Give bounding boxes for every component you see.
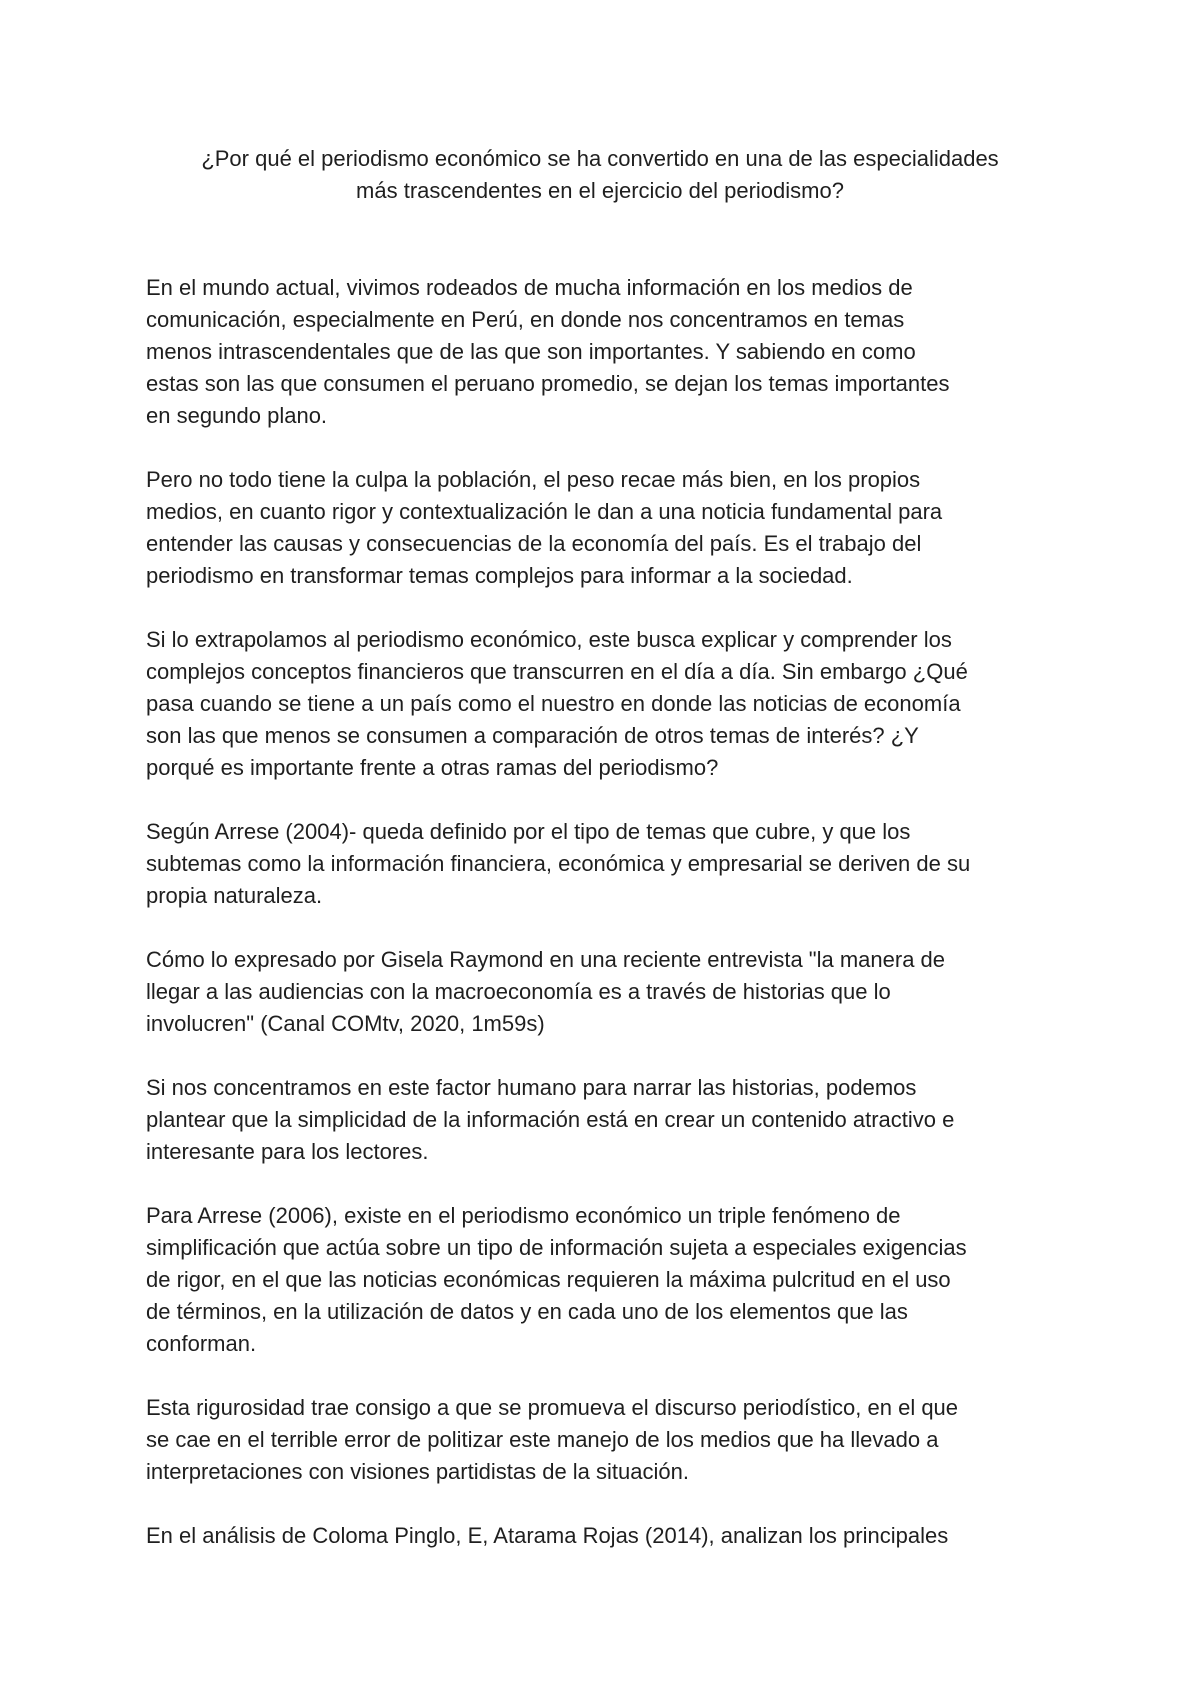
document-title [130,143,1070,207]
text-line: son las que menos se consumen a comparación de otros temas de interés? ¿Y [146,723,919,748]
text-line: pasa cuando se tiene a un país como el nuestro en donde las noticias de economía [146,691,961,716]
text-line: periodismo en transformar temas complejos para informar a la sociedad. [146,563,853,588]
text-line: Para Arrese (2006), existe en el periodismo económico un triple fenómeno de [146,1203,901,1228]
text-line: propia naturaleza. [146,883,323,908]
paragraph-4 [146,816,1076,912]
text-line: involucren" (Canal COMtv, 2020, 1m59s) [146,1011,545,1036]
paragraph-5 [146,944,1076,1040]
text-line: se cae en el terrible error de politizar este manejo de los medios que ha llevado a [146,1427,939,1452]
text-line: en segundo plano. [146,403,328,428]
text-line: Pero no todo tiene la culpa la población, el peso recae más bien, en los propios [146,467,921,492]
text-line: En el análisis de Coloma Pinglo, E, Atarama Rojas (2014), analizan los principales [146,1523,949,1548]
paragraph-8 [146,1392,1076,1488]
text-line: porqué es importante frente a otras ramas del periodismo? [146,755,719,780]
text-line: comunicación, especialmente en Perú, en donde nos concentramos en temas [146,307,905,332]
paragraph-3 [146,624,1076,784]
text-line: complejos conceptos financieros que transcurren en el día a día. Sin embargo ¿Qué [146,659,968,684]
document-body [146,272,1076,1584]
text-line: Según Arrese (2004)- queda definido por el tipo de temas que cubre, y que los [146,819,911,844]
text-line: plantear que la simplicidad de la información está en crear un contenido atractivo e [146,1107,955,1132]
text-line: simplificación que actúa sobre un tipo de información sujeta a especiales exigencias [146,1235,967,1260]
text-line: conforman. [146,1331,257,1356]
text-line: entender las causas y consecuencias de la economía del país. Es el trabajo del [146,531,922,556]
paragraph-2 [146,464,1076,592]
text-line: medios, en cuanto rigor y contextualización le dan a una noticia fundamental para [146,499,943,524]
paragraph-7 [146,1200,1076,1360]
paragraph-1 [146,272,1076,432]
text-line: Si nos concentramos en este factor humano para narrar las historias, podemos [146,1075,917,1100]
text-line: En el mundo actual, vivimos rodeados de mucha información en los medios de [146,275,913,300]
text-line: llegar a las audiencias con la macroeconomía es a través de historias que lo [146,979,891,1004]
text-line: estas son las que consumen el peruano promedio, se dejan los temas importantes [146,371,950,396]
text-line: interpretaciones con visiones partidistas de la situación. [146,1459,689,1484]
paragraph-9 [146,1520,1076,1552]
text-line: Si lo extrapolamos al periodismo económico, este busca explicar y comprender los [146,627,952,652]
text-line: interesante para los lectores. [146,1139,429,1164]
title-line: ¿Por qué el periodismo económico se ha convertido en una de las especialidades [201,146,999,171]
text-line: de términos, en la utilización de datos y en cada uno de los elementos que las [146,1299,908,1324]
title-line: más trascendentes en el ejercicio del periodismo? [356,178,844,203]
text-line: subtemas como la información financiera, económica y empresarial se deriven de su [146,851,971,876]
text-line: menos intrascendentales que de las que son importantes. Y sabiendo en como [146,339,916,364]
text-line: de rigor, en el que las noticias económicas requieren la máxima pulcritud en el uso [146,1267,951,1292]
paragraph-6 [146,1072,1076,1168]
text-line: Esta rigurosidad trae consigo a que se promueva el discurso periodístico, en el que [146,1395,959,1420]
text-line: Cómo lo expresado por Gisela Raymond en una reciente entrevista "la manera de [146,947,946,972]
